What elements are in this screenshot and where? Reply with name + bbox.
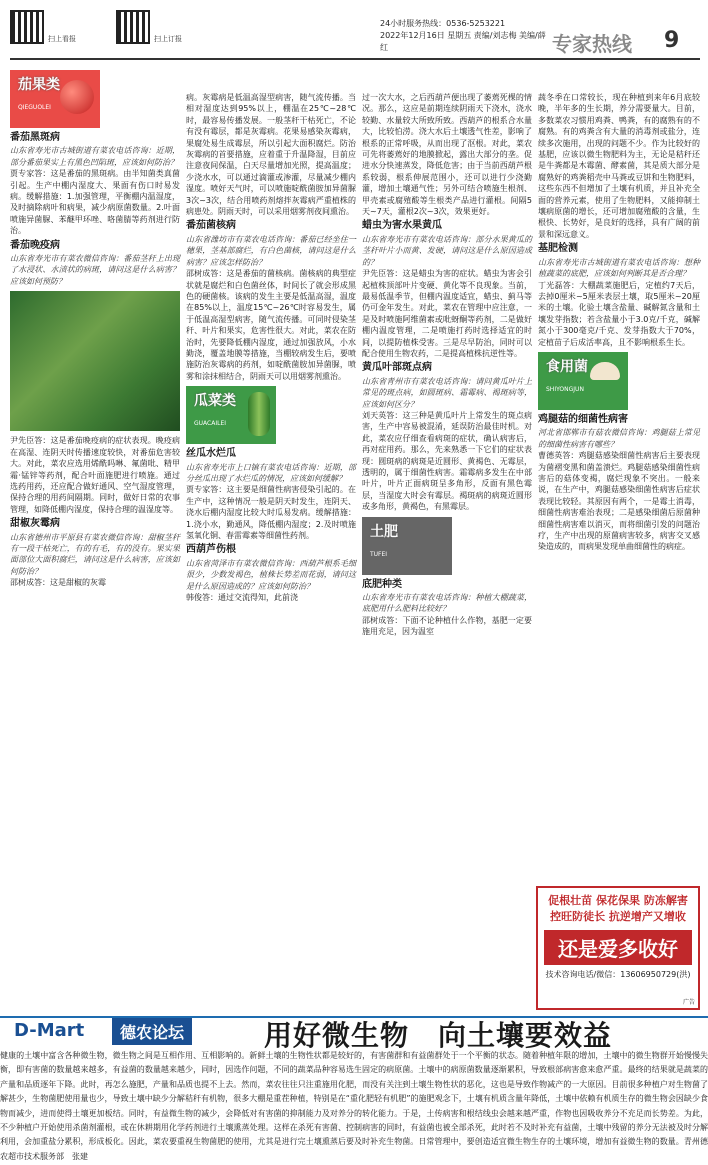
answer: 贾专家答：这主要是细菌性病害侵染引起的。在生产中，这种情况一般是阴天时发生，连阴天、浇水后棚内湿度比较大时瓜易发病。缓解措施：1.浇小水，勤通风，降低棚内湿度；2.及时喷施氢氧化铜、春雷霉素等细菌性药剂。 — [186, 485, 356, 540]
answer: 邵树成答：下面不论种植什么作物，基肥一定要施用充足，因为温室 — [362, 615, 532, 637]
article-heading: 西葫芦伤根 — [186, 544, 236, 556]
article-heading: 丝瓜水烂瓜 — [186, 448, 236, 460]
tomato-icon — [60, 80, 94, 114]
advertisement[interactable] — [536, 886, 700, 1010]
category-title: 茄果类 — [18, 77, 60, 93]
question: 山东省潍坊市有菜农电话咨询：番茄已经坐住一穗果，茎基部腐烂，有白色菌核，请问这是什么病害？应该怎样防治？ — [186, 234, 356, 267]
ad-brand: 还是爱多收好 — [544, 930, 692, 965]
answer: 贾专家答：这是番茄的黑斑病。由半知菌类真菌引起。生产中棚内湿度大、果面有伤口时易发病。缓解措施：1.加强管理，平衡棚内温湿度，及时摘除病叶和病果，减少病原菌数量。2.叶面喷施异菌脲、苯醚甲环唑、咯菌腈等药剂进行防治。 — [10, 169, 180, 236]
article-heading: 底肥种类 — [362, 578, 402, 590]
answer-continued: 蔬冬季在口常较长，现在种植到来年6月底较晚，半年多的生长期，养分需要量大。目前，多数菜农习惯用鸡粪、鸭粪，有的腐熟有的不腐熟。有的鸡粪含有大量的消毒剂或盐分，连续多次施用，出现的问题不少。作为比较好的基肥，应该以微生物肥料为主，无论是秸秆还是牛粪都是木霉菌、酵素菌，其是质大部分是腐熟好的鸡粪稻壳中马粪或豆饼和生物肥料，这些东西不但增加了土壤有机质，并且补充全面的营养元素，使用了生物肥料，又能抑制土壤病原菌的增长，还可增加腐殖酸的含量，生根快、长势好，是良好的选择，具有广阔的前景和深远意义。 — [538, 93, 700, 239]
article-heading: 蜡虫为害水果黄瓜 — [362, 220, 442, 232]
ad-tag: 广告 — [682, 999, 695, 1006]
category-subtitle: QIEGUOLEI — [18, 104, 51, 111]
question: 山东省菏泽市有菜农微信咨询：西葫芦根系毛细很少，少数发褐色，植株长势差而花弱，请问这是什么原因造成的？应该如何防治？ — [186, 558, 356, 591]
category-fungi — [538, 352, 628, 410]
question: 山东省寿光市有菜农电话咨询：部分水果黄瓜的茎秆叶片小而黄、发硬，请问这是什么原因造成的？ — [362, 234, 532, 267]
feature-author: 青州德农超市技术服务部 张建 — [0, 1137, 708, 1161]
section-name: 专家热线 — [552, 32, 632, 56]
answer: 尹先臣答：这是番茄晚疫病的症状表现。晚疫病在高湿、连阴天时传播速度较快，对番茄危害较大。对此，菜农应选用烯酰吗啉、氟菌吡、精甲霜·锰锌等药剂，配合叶面施肥进行喷施。通过选药用药，还应配合做好通风、空气湿度管理，保持合理的用药间隔期。同时，做好日常的农事管理，如降低棚内湿度，保持合理的温湿度等。 — [10, 436, 180, 514]
category-soil — [362, 517, 452, 575]
forum-label: 德农论坛 — [112, 1018, 192, 1045]
page-number: 9 — [664, 28, 680, 53]
column-1 — [10, 66, 180, 1012]
category-subtitle: GUACAILEI — [194, 420, 227, 428]
page-header — [0, 0, 708, 62]
answer-continued: 过一次大水，之后西葫芦便出现了萎蔫死棵的情况。那么，这应是前期连续阴雨天下浇水，浇水较勤、水量较大所致所致。西葫芦的根系合水量大，比较怕涝。浇大水后土壤透气性差，影响了根系的正常呼吸，从而出现了沤根。对此，菜农可先将萎蔫好的地膜掀起，露出大部分的垄。促进水分快速蒸发，降低危害；由于当前西葫芦根系较弱，根系伸展范围小，还可以进行少浇勤灌，增加土壤通气性；另外可结合喷施生根剂、甲壳素或腐殖酸等生根类产品进行灌根。间隔5天~7天，灌根2次~3次，效果更好。 — [362, 93, 532, 217]
question: 山东省寿光市上口镇有菜农电话咨询：近期，部分丝瓜出现了水烂瓜的情况，应该如何缓解？ — [186, 462, 356, 483]
hotline: 24小时服务热线：0536-5253221 — [380, 19, 506, 28]
article-heading: 甜椒灰霉病 — [10, 518, 60, 530]
qr-code-icon[interactable] — [10, 10, 44, 44]
answer: 邵树成答：这是甜椒的灰霉 — [10, 578, 106, 588]
ad-phone: 技术咨询电话/微信：13606950729(洪) — [545, 970, 691, 979]
feature-title: 用好微生物 向土壤要效益 — [264, 1019, 613, 1052]
plant-photo — [10, 291, 180, 431]
category-title: 食用菌 — [546, 358, 588, 375]
date-line: 2022年12月16日 星期五 责编/刘志梅 美编/薛红 — [380, 31, 546, 52]
answer: 邵树成答：这是番茄的菌核病。菌核病的典型症状就是腐烂和白色菌丝体，时间长了就会形成黑色的硬菌核。该病的发生主要是低温高湿，温度在85%以上，温度15℃~26℃时容易发生，属于低温高湿型病害，随气流传播。可同时侵染茎秆、叶片和果实，危害性很大。对此，菜农在防治时，先要降低棚内湿度，通过加强放风，小水勤浇，覆盖地膜等措施，当棚较病发生后，要喷施防治灰霉病的药剂，如啶酰菌胺加异菌脲，喷雾和涂抹相结合，阴雨天可以用烟雾剂熏治。 — [186, 269, 356, 381]
dmart-logo: D-Mart — [14, 1020, 85, 1041]
category-tomato — [10, 70, 100, 128]
qr-code-icon[interactable] — [116, 10, 150, 44]
article-heading: 番茄黑斑病 — [10, 132, 60, 143]
article-heading: 黄瓜叶部斑点病 — [362, 362, 432, 374]
question: 山东省寿光市古城街道有菜农电话咨询：想种植蔬菜的底肥，应该如何判断其是否合理？ — [538, 257, 700, 279]
column-2 — [186, 92, 356, 1012]
article-heading: 鸡腿菇的细菌性病害 — [538, 413, 628, 425]
mushroom-icon — [590, 362, 620, 380]
feature-body — [0, 1050, 708, 1161]
article-heading: 番茄菌核病 — [186, 220, 236, 232]
question: 山东省寿光市古城街道有菜农电话咨询：近期，部分番茄果实上有黑色凹陷斑，应该如何防治？ — [10, 146, 180, 167]
answer: 尹先臣答：这是蜡虫为害的症状。蜡虫为害会引起植株顶部叶片变硬、黄化等不良现象。当前，最易低温季节，但棚内温度适宜，蜡虫、蓟马等仍可金年发生。对此，菜农在管理中应注意，一是及时喷施阿维菌素或吡蚜酮等药剂，二是做好棚内温度管理，二是喷施打药时选择适宜的时间，以提防植株受害。三是尽早防治，同时可以配合使用生物农药，二是提高植株抗逆性等。 — [362, 269, 532, 358]
category-melon — [186, 386, 276, 444]
answer: 曹德英答：鸡腿菇感染细菌性病害后主要表现为菌褶变黑和菌盖溃烂。鸡腿菇感染细菌性病害后的菇体变褐，腐烂现象不突出。一般来说，在生产中，鸡腿菇感染细菌性病害后症状表现比较轻。其原因有两个，一是霉土消毒，细菌性病害难治表现；二是感染细菌后原菌种细菌性病害难以消灭，而将细菌引发的问题治疗，生产中出现的原菌病害较多，病害交叉感染造成的，而病果发现单曲细菌性的病症。 — [538, 451, 700, 552]
feature-text: 肥”的施肥观念下，土壤有机质含量年降低，土壤中依赖有机质生存的微生物会因缺少食物而减少，进而使得土壤更加板结。同时，有益微生物的减少，会降低对有害菌的抑制能力及对养分的转化能力。于是，土传病害和根结线虫会越来越严重，作物也因吸收养分不充足而长势差。为此，不少种植户开始使用杀菌剂灌根，或在休耕期用化学药剂进行 — [0, 1094, 708, 1133]
category-title: 土肥 — [370, 523, 398, 540]
feature-text: 土壤熏蒸处理。这样在杀死有害菌、控制病害的同时，有益菌也被全部杀死，此时若不及时补充有益菌，土壤中残留的养分无法被及时分解利用，会加重盐分累积，形成板化。因此，菜农要重视生物菌肥的使用，尤其是进行完土壤熏蒸后要及时补充生物菌。日常管理中，要创造适宜微生物生存的土壤环境，增加有益微生物的数量。 — [0, 1123, 708, 1147]
category-subtitle: TUFEI — [370, 550, 388, 558]
answer: 韩俊答：通过交流得知，此前浇 — [186, 593, 298, 603]
header-divider — [10, 58, 700, 60]
feature-text: 导致根部病害愈来愈严重。最终的结果就是蔬菜的产量和品质逐年下降。此时，再怎么施肥，产量和品质也提不上去。然而，菜农往往只注重施用化肥，而没有关注到土壤生物性状的恶化，这也是导致作物减产的一大原因。目前很多种植户对生物菌了解甚少，生物菌肥使用量也少，导致土壤中缺少分解秸秆有机物，很多大棚是重茬种植，特别是在“重化肥轻有机 — [0, 1065, 708, 1104]
hotline-block — [380, 18, 550, 54]
category-subtitle: SHIYONGJUN — [546, 385, 584, 393]
cucumber-icon — [248, 392, 270, 436]
question: 山东省青州市有菜农电话咨询：请问黄瓜叶片上常见的斑点病，如圆斑病、霜霉病、褐斑病等，应该如何区分？ — [362, 376, 532, 409]
ad-line-2: 控旺防徒长 抗逆增产又增收 — [550, 910, 686, 923]
question: 河北省邯郸市有菇农微信咨询：鸡腿菇上常见的细菌性病害有哪些？ — [538, 428, 700, 449]
column-4 — [538, 92, 700, 882]
category-title: 瓜菜类 — [194, 393, 236, 410]
column-3 — [362, 92, 532, 1012]
answer: 丁光磊答：大棚蔬菜施肥后，定植约7天后，去掉0厘米~5厘米表层土壤，取5厘米~20厘米的土壤。化验土壤含盐量、碱解氮含量和土壤发芽指数；若含盐量小于3.0克/千克，碱解氮小于300毫克/千克、发芽指数大于70%，定植苗子后成活率高，且不影响根系生长。 — [538, 280, 700, 347]
question: 山东省寿光市有菜农电话咨询：种植大棚蔬菜，底肥用什么肥料比较好？ — [362, 593, 532, 614]
answer-continued: 病。灰霉病是低温高湿型病害，随气流传播。当相对湿度达到95%以上，棚温在25℃~28℃时，最容易传播发展。一般茎秆干枯死亡，不论有没有霉层，都是灰霉病。花果易感染灰霉病，果腐处易生成霉层，所以引起大面积腐烂。防治灰霉病的首要措施，应着重于升温降湿，目前应注意夜间保温，白天尽量增加光照，提高温度；少浇水水，可以通过滴灌或渗灌，尽量减少棚内湿度。喷好天气时，可以喷施啶酰菌胺加异菌脲3次~3次，结合用喷药剂熔拌灰霉病严重植株的病患处。阴雨天时，可以采用烟雾剂夜间熏治。 — [186, 93, 356, 217]
answer: 刘天英答：这三种是黄瓜叶片上常发生的斑点病害，生产中容易被混淆，延误防治最佳时机。对此，菜农应仔细查看病斑的症状，确认病害后，再对症用药。那么，先来熟悉一下它们的症状表现：圆斑病的病斑是近圆形、黄褐色、无霉层，透明的，属于细菌性病害。霜霉病多发生在中部叶片，叶片正面病斑呈多角形，反面有黑色霉层，当湿度大时会有霉层。褐斑病的病斑近圆形或多角形，黄褐色，有黑霉层。 — [362, 410, 532, 512]
ad-line-1: 促根壮苗 保花保果 防冻解害 — [548, 894, 688, 907]
feature-text: 健康的土壤中富含各种微生物，微生物之间是互相作用、互相影响的。新鲜土壤的生物性状都是较好的，有害菌群和有益菌群处于一个平衡的状态。随着种植年限的增加，土壤中的微生物群开始慢慢失衡，即有害菌的数量越来越多，有益菌的数量越来越少，同时，因选作问题，不同的蔬菜品种容易选生固定的病原菌。土壤中的病原菌数量逐渐累积， — [0, 1051, 708, 1075]
qr1-label: 扫上看报 — [48, 35, 76, 43]
question: 山东省德州市平原县有菜农微信咨询：甜椒茎秆有一段干枯死亡，有的有毛，有的没有。果实果面部位大面积腐烂，请问这是什么病害，应该如何防治？ — [10, 532, 180, 576]
qr2-label: 扫上订报 — [154, 35, 182, 43]
article-heading: 基肥检测 — [538, 243, 578, 255]
question: 山东省寿光市有菜农微信咨询：番茄茎秆上出现了水浸状、水渍状的病斑，请问这是什么病害？应该如何预防？ — [10, 254, 180, 286]
article-heading: 番茄晚疫病 — [10, 239, 60, 251]
